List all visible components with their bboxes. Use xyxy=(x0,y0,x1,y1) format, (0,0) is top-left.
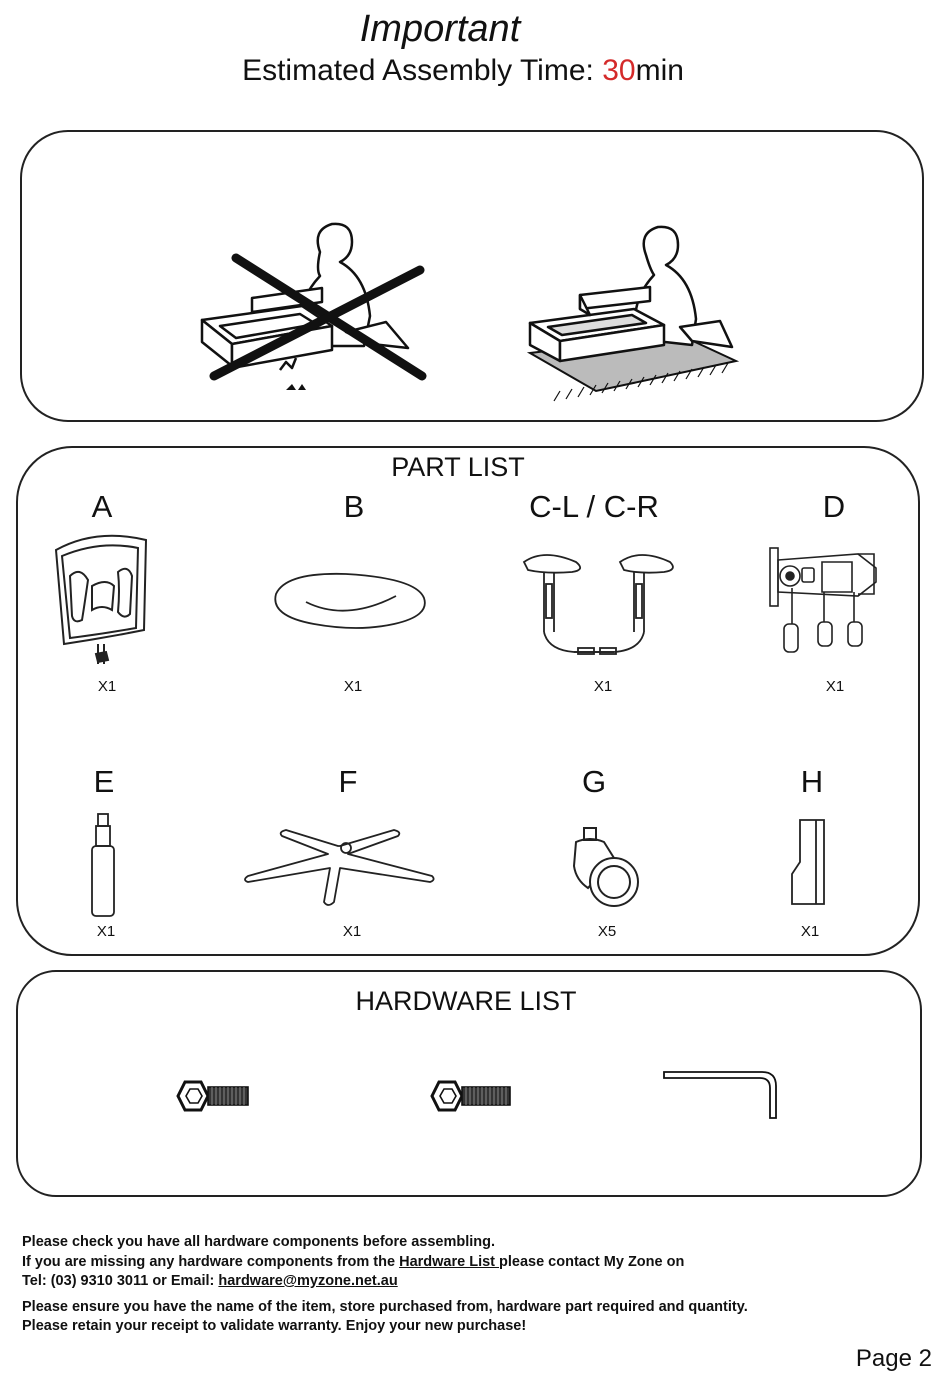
gas-lift-cover-icon xyxy=(786,814,830,910)
part-qty-g: X5 xyxy=(597,923,617,940)
footer-notes xyxy=(22,1233,748,1337)
hardware-list-link[interactable]: Hardware List xyxy=(399,1253,500,1270)
part-letter-e: E xyxy=(93,764,115,799)
footer-line-2-start: If you are missing any hardware components from the xyxy=(22,1253,400,1270)
gas-lift-icon xyxy=(84,810,124,920)
assembly-time xyxy=(0,54,926,88)
assembly-time-value: 30 xyxy=(602,54,636,87)
part-qty-b: X1 xyxy=(343,678,363,695)
part-qty-a: X1 xyxy=(97,678,117,695)
caster-wheel-icon xyxy=(570,824,640,910)
footer-line-5: Please retain your receipt to validate warranty. Enjoy your new purchase! xyxy=(22,1318,527,1334)
footer-line-3 xyxy=(22,1272,748,1292)
part-qty-h: X1 xyxy=(800,923,820,940)
footer-email-link[interactable]: hardware@myzone.net.au xyxy=(218,1273,398,1289)
part-letter-h: H xyxy=(800,764,824,799)
part-qty-d: X1 xyxy=(825,678,845,695)
footer-line-2-end: please contact My Zone on xyxy=(499,1253,685,1270)
part-qty-c: X1 xyxy=(593,678,613,695)
part-letter-a: A xyxy=(91,489,113,524)
part-letter-g: G xyxy=(581,764,607,799)
correct-unpacking-icon xyxy=(520,205,740,405)
hex-bolt-icon xyxy=(428,1076,516,1116)
seat-mechanism-icon xyxy=(762,542,886,658)
page-number: Page 2 xyxy=(855,1345,932,1372)
assembly-time-label: Estimated Assembly Time: xyxy=(242,54,603,87)
footer-line-1: Please check you have all hardware components before assembling. xyxy=(22,1234,496,1250)
wrong-unpacking-icon xyxy=(190,200,430,400)
seat-cushion-icon xyxy=(266,566,436,632)
part-letter-c: C-L / C-R xyxy=(529,489,659,524)
unpacking-panel xyxy=(20,130,924,422)
part-letter-f: F xyxy=(338,764,358,799)
armrests-icon xyxy=(520,550,676,660)
part-qty-f: X1 xyxy=(342,923,362,940)
footer-line-2 xyxy=(22,1253,748,1273)
five-star-base-icon xyxy=(242,824,448,906)
part-qty-e: X1 xyxy=(96,923,116,940)
important-title: Important xyxy=(359,8,521,50)
assembly-time-unit: min xyxy=(635,54,684,87)
footer-phone: Tel: (03) 9310 3011 or Email: xyxy=(22,1273,219,1289)
hardware-list-title: HARDWARE LIST xyxy=(355,986,577,1016)
part-letter-d: D xyxy=(822,489,846,524)
allen-key-icon xyxy=(660,1070,782,1124)
backrest-icon xyxy=(48,532,152,674)
part-letter-b: B xyxy=(343,489,365,524)
footer-line-4: Please ensure you have the name of the item, store purchased from, hardware part required and quantity. xyxy=(22,1298,748,1315)
part-list-title: PART LIST xyxy=(391,452,525,482)
hex-bolt-icon xyxy=(174,1076,254,1116)
